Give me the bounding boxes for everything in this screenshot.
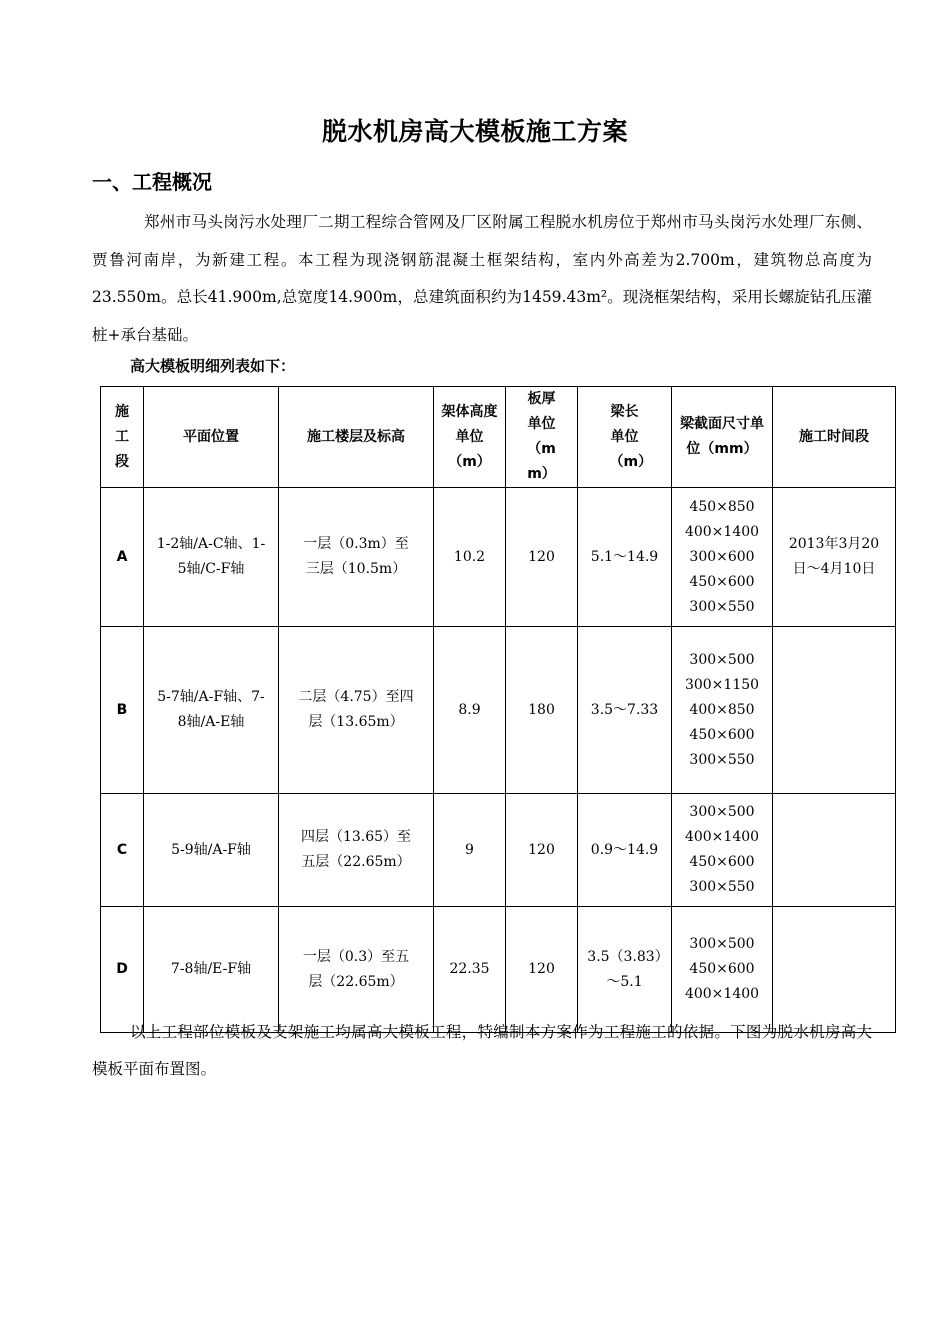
- formwork-table: [100, 386, 896, 1033]
- beam-section-item: 300×550: [689, 879, 755, 895]
- cell-beam-length: 5.1～14.9: [578, 488, 672, 627]
- beam-section-item: 300×500: [689, 936, 755, 952]
- cell-floors: 一层（0.3）至五层（22.65m）: [279, 907, 434, 1033]
- header-thickness: 板厚单位（mm）: [506, 387, 578, 488]
- cell-beam-sections: [672, 627, 773, 794]
- cell-beam-sections: [672, 794, 773, 907]
- table-caption: 高大模板明细列表如下：: [130, 357, 296, 375]
- beam-section-item: 300×500: [689, 804, 755, 820]
- cell-thickness: 120: [506, 907, 578, 1033]
- cell-thickness: 120: [506, 794, 578, 907]
- cell-floors: 一层（0.3m）至三层（10.5m）: [279, 488, 434, 627]
- header-segment: 施工段: [101, 387, 144, 488]
- header-height: 架体高度单位（m）: [434, 387, 506, 488]
- cell-beam-length: 3.5（3.83）～5.1: [578, 907, 672, 1033]
- cell-height: 8.9: [434, 627, 506, 794]
- beam-section-item: 450×850: [689, 498, 755, 515]
- cell-position: 7-8轴/E-F轴: [144, 907, 279, 1033]
- beam-section-item: 450×600: [689, 854, 755, 870]
- beam-section-item: 300×1150: [684, 676, 760, 693]
- header-time: 施工时间段: [773, 387, 896, 488]
- cell-thickness: 120: [506, 488, 578, 627]
- table-row: [101, 488, 896, 627]
- cell-height: 9: [434, 794, 506, 907]
- table-row: [101, 627, 896, 794]
- cell-segment: C: [101, 794, 144, 907]
- beam-section-item: 400×1400: [684, 829, 760, 845]
- cell-floors: 二层（4.75）至四层（13.65m）: [279, 627, 434, 794]
- beam-section-item: 450×600: [689, 573, 755, 590]
- cell-time: 2013年3月20日～4月10日: [773, 488, 896, 627]
- section-heading: 一、工程概况: [92, 170, 212, 194]
- table-row: [101, 794, 896, 907]
- beam-section-item: 450×600: [689, 726, 755, 743]
- header-beam-section: 梁截面尺寸单位（mm）: [672, 387, 773, 488]
- cell-thickness: 180: [506, 627, 578, 794]
- cell-height: 10.2: [434, 488, 506, 627]
- document-title: 脱水机房高大模板施工方案: [321, 117, 628, 146]
- table-body: [101, 488, 896, 1033]
- cell-beam-length: 3.5～7.33: [578, 627, 672, 794]
- cell-position: 5-7轴/A-F轴、7-8轴/A-E轴: [144, 627, 279, 794]
- cell-position: 1-2轴/A-C轴、1-5轴/C-F轴: [144, 488, 279, 627]
- beam-section-item: 400×1400: [684, 523, 760, 540]
- cell-segment: B: [101, 627, 144, 794]
- cell-height: 22.35: [434, 907, 506, 1033]
- header-floors: 施工楼层及标高: [279, 387, 434, 488]
- beam-section-item: 300×550: [689, 751, 755, 768]
- cell-beam-length: 0.9～14.9: [578, 794, 672, 907]
- beam-section-item: 300×600: [689, 548, 755, 565]
- beam-section-item: 300×550: [689, 598, 755, 615]
- cell-position: 5-9轴/A-F轴: [144, 794, 279, 907]
- cell-time: [773, 794, 896, 907]
- table-header-row: [101, 387, 896, 488]
- beam-section-item: 300×500: [689, 651, 755, 668]
- header-beam-length: 梁长单位（m）: [578, 387, 672, 488]
- header-position: 平面位置: [144, 387, 279, 488]
- cell-segment: A: [101, 488, 144, 627]
- intro-paragraph: 郑州市马头岗污水处理厂二期工程综合管网及厂区附属工程脱水机房位于郑州市马头岗污水处理厂东侧、贾鲁河南岸，为新建工程。本工程为现浇钢筋混凝土框架结构，室内外高差为2.700m，建筑物总高度为23.550m。总长41.900m,总宽度14.900m，总建筑面积约为1459.43m²。现浇框架结构，采用长螺旋钻孔压灌桩+承台基础。: [92, 213, 872, 344]
- cell-segment: D: [101, 907, 144, 1033]
- cell-beam-sections: [672, 488, 773, 627]
- cell-floors: 四层（13.65）至五层（22.65m）: [279, 794, 434, 907]
- closing-paragraph: 以上工程部位模板及支架施工均属高大模板工程，特编制本方案作为工程施工的依据。下图为脱水机房高大模板平面布置图。: [92, 1023, 872, 1078]
- beam-section-item: 400×850: [689, 701, 755, 718]
- beam-section-item: 400×1400: [684, 986, 760, 1002]
- cell-time: [773, 627, 896, 794]
- beam-section-item: 450×600: [689, 961, 755, 977]
